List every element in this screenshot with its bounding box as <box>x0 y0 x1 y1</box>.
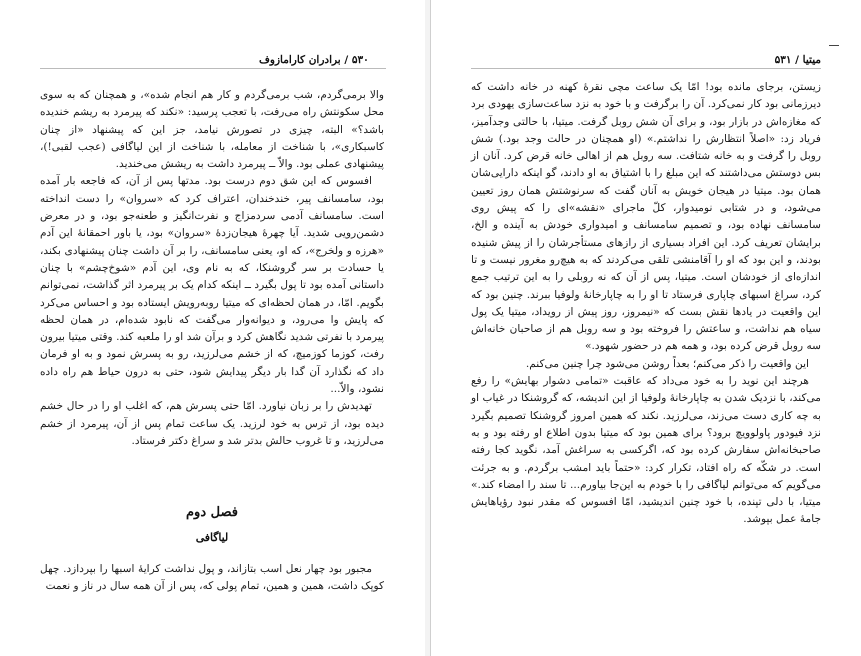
page-header: ۵۳۰ / برادران کارامازوف <box>259 54 369 66</box>
left-page <box>0 0 426 656</box>
paragraph: افسوس که این شق دوم درست بود. مدتها پس از آن، که فاجعه بار آمده بود، سامسانف پیر، خندخندان، اعتراف کرد که «سروان» را دست انداخته است. سامسانف آدمی سردمزاج و نفرت‌انگیز و طعنه‌جو بود، و در معرض دشمن‌رویی شدید. آیا چهرهٔ هیجان‌زدهٔ «سروان» بود، یا باور احمقانهٔ این آدم «هرزه و ولخرج»، که او، یعنی سامسانف، را بر آن داشت چنان پیشنهادی بکند، یا حسادت بر سر گروشنکا، که به نام وی، این آدم «شوخ‌چشم» با چنان داستانی آمده بود تا پول بگیرد ــ اینکه کدام یک بر پیرمرد اثر گذاشت، نمی‌توانم بگویم. امّا، در همان لحظه‌ای که میتیا روبه‌رویش ایستاده بود و احساس می‌کرد که پایش وا می‌رود، و دیوانه‌وار می‌گفت که نابود شده‌ام، در همان لحظه پیرمرد با نفرتی شدید نگاهش کرد و برآن شد او را ملعبه کند. وقتی میتیا بیرون رفت، کوزما کوزمیچ، که از خشم می‌لرزید، رو به پسرش نمود و به او فرمان داد که نگذارد آن گدا بار دیگر پیدایش شود، حتی به درون حیاط هم راه داده نشود، والاّ... <box>40 175 384 396</box>
chapter-title: فصل دوم <box>186 505 238 520</box>
paragraph: هرچند این نوید را به خود می‌داد که عاقبت «تمامی دشوار بهایش» را رفع می‌کند، با نزدیک شدن به چاپارخانهٔ ولوفیا از این اندیشه، که گروشنکا در غیاب او به چه کاری دست می‌زند، می‌لرزید. نکند که همین امروز گروشنکا تصمیم بگیرد نزد فیودور پاولوویچ برود؟ برای همین بود که میتیا بدون اطلاع او رفته بود و به صاحبخانه‌اش سفارش کرده بود که، اگرکسی به سراغش آمد، نگوید کجا رفته است. در شکّه که راه افتاد، تکرار کرد: «حتماً باید امشب برگردم. و به جرئت می‌گویم که می‌توانم لیاگافی را با خودم به این‌جا بیاورم... تا سند را امضاء کند.» میتیا، با دلی تپنده، با خود چنین اندیشید، امّا افسوس که مقدر نبود رؤیاهایش جامهٔ عمل بپوشد. <box>471 375 821 526</box>
paragraph: مجبور بود چهار نعل اسب بتازاند، و پول نداشت کرایهٔ اسبها را بپردازد. چهل کوپک داشت، همین و همین، تمام پولی که، پس از آن همه سال در ناز و نعمت <box>40 563 384 593</box>
page-header: میتیا / ۵۳۱ <box>774 54 821 66</box>
body-text <box>471 79 821 529</box>
paragraph: زیستن، برجای مانده بود! امّا یک ساعت مچی نقرهٔ کهنه در خانه داشت که دیرزمانی بود کار نمی‌کرد. آن را برگرفت و با خود به نزد ساعت‌سازی یهودی برد که مغازه‌اش در بازار بود، و برای آن شش روبل گرفت. میتیا، با حالتی وجدآمیز، فریاد زد: «اصلاً انتظارش را نداشتم.» (او همچنان در حالت وجد بود.) شش روبل را گرفت و به خانه شتافت. سه روبل هم از اهالی خانه قرض کرد. آنان از بس دوستش می‌داشتند که این مبلغ را با اشتیاق به او دادند، گو اینکه دارایی‌شان همان بود. میتیا در هیجان خویش به آنان گفت که سرنوشتش همان روز تعیین می‌شود، و در شتابی نومیدوار، کلّ ماجرای «نقشه»ای را که پیش روی سامسانف نهاده بود، و تصمیم سامسانف و امیدواری خودش به آینده و الخ، برایشان تعریف کرد. این افراد بسیاری از رازهای مستأجرشان را از پیش شنیده بودند، و این بود که او را آقامنشی تلقی می‌کردند که به هیچ‌رو مغرور نیست و تا اندازه‌ای از خودشان است. میتیا، پس از آن که نه روبلی را به این ترتیب جمع کرد، سراغ اسبهای چاپاری فرستاد تا او را به چاپارخانهٔ ولوفیا ببرند. چنین بود که این واقعیت در یادها نقش بست که «نیمروز، روز پیش از رویداد، میتیا یک پول سیاه هم نداشت، و ساعتش را فروخته بود و سه روبل هم از صاحبان خانه‌اش سه روبل قرض کرده بود، و همه هم در حضور شهود.» <box>471 81 821 353</box>
paragraph: این واقعیت را ذکر می‌کنم؛ بعداً روشن می‌شود چرا چنین می‌کنم. <box>525 357 809 370</box>
paragraph: تهدیدش را بر زبان نیاورد. امّا حتی پسرش هم، که اغلب او را در حال خشم دیده بود، از ترس به خود لرزید. یک ساعت تمام پس از آن، پیرمرد از خشم می‌لرزید، و تا غروب حالش بدتر شد و سراغ دکتر فرستاد. <box>40 400 384 447</box>
header-rule <box>471 68 821 69</box>
chapter-body-text <box>40 561 384 596</box>
header-rule <box>40 68 386 69</box>
right-page <box>430 0 861 656</box>
corner-mark <box>829 45 839 46</box>
body-text <box>40 87 384 450</box>
paragraph: والا برمی‌گردم، شب برمی‌گردم و کار هم انجام شده»، و همچنان که به سوی محل سکونتش راه می‌رفت، با تعجب پرسید: «نکند که پیرمرد به ریشم خندیده باشد؟» البته، چیزی در تصورش نیامد، جز این که پیشنهاد «از چنان کاسبکاری»، با شناخت از معامله، با شناخت از این لیاگافی (عجب لقبی!)، پیشنهادی عملی بود. والاّ ــ پیرمرد داشت به ریشش می‌خندید. <box>40 89 384 171</box>
chapter-subtitle: لیاگافی <box>195 531 229 544</box>
